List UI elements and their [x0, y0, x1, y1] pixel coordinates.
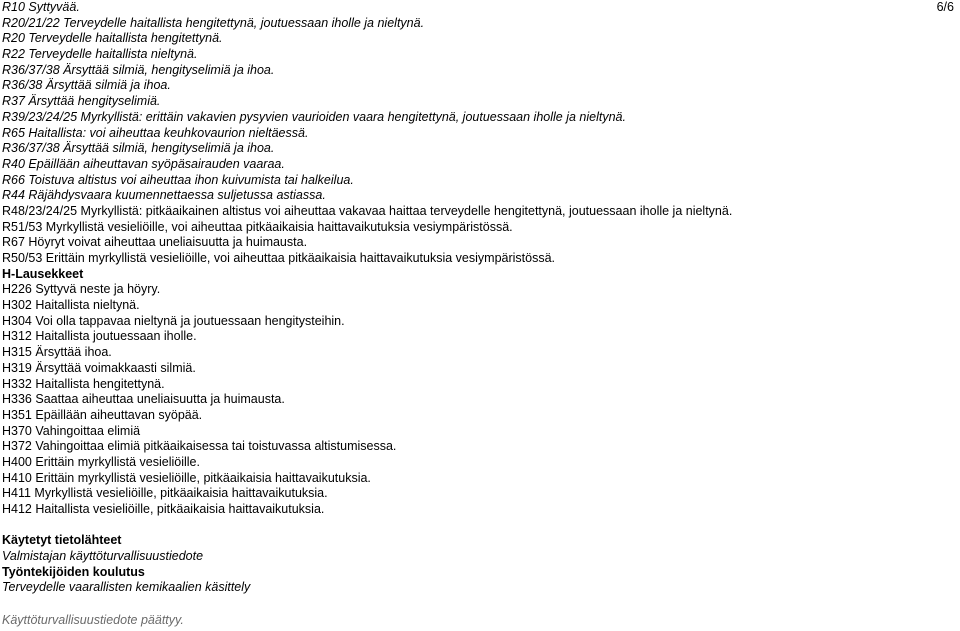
- training-text: Terveydelle vaarallisten kemikaalien käsittely: [2, 580, 251, 595]
- h-phrase: H351 Epäillään aiheuttavan syöpää.: [2, 407, 203, 422]
- h-phrase-list: [2, 282, 942, 517]
- training-heading: Työntekijöiden koulutus: [2, 564, 145, 579]
- h-phrase: H400 Erittäin myrkyllistä vesieliöille.: [2, 454, 200, 469]
- h-phrase: H410 Erittäin myrkyllistä vesieliöille, pitkäaikaisia haittavaikutuksia.: [2, 470, 371, 485]
- h-phrase: H332 Haitallista hengitettynä.: [2, 376, 165, 391]
- document-end-note: Käyttöturvallisuustiedote päättyy.: [2, 613, 184, 627]
- r-phrase: R67 Höyryt voivat aiheuttaa uneliaisuutta ja huimausta.: [2, 235, 308, 250]
- r-phrase: R36/37/38 Ärsyttää silmiä, hengityselimiä ja ihoa.: [2, 62, 275, 77]
- section-spacer: [2, 518, 942, 534]
- r-phrase: R44 Räjähdysvaara kuumennettaessa suljetussa astiassa.: [2, 188, 326, 203]
- h-phrases-heading: H-Lausekkeet: [2, 266, 84, 281]
- r-phrase: R20 Terveydelle haitallista hengitettynä.: [2, 31, 223, 46]
- r-phrase: R37 Ärsyttää hengityselimiä.: [2, 94, 161, 109]
- h-phrase: H226 Syttyvä neste ja höyry.: [2, 282, 161, 297]
- r-phrase: R65 Haitallista: voi aiheuttaa keuhkovaurion nieltäessä.: [2, 125, 309, 140]
- r-phrase: R50/53 Erittäin myrkyllistä vesieliöille, voi aiheuttaa pitkäaikaisia haittavaikutuksia vesiympäristössä.: [2, 251, 556, 265]
- h-phrase: H302 Haitallista nieltynä.: [2, 298, 140, 313]
- h-phrase: H412 Haitallista vesieliöille, pitkäaikaisia haittavaikutuksia.: [2, 502, 325, 516]
- r-phrase: R39/23/24/25 Myrkyllistä: erittäin vakavien pysyvien vaurioiden vaara hengitettynä, joutuessaan iholle ja nieltynä.: [2, 109, 626, 124]
- r-phrase: R51/53 Myrkyllistä vesieliöille, voi aiheuttaa pitkäaikaisia haittavaikutuksia vesiympäristössä.: [2, 219, 513, 234]
- r-phrase: R20/21/22 Terveydelle haitallista hengitettynä, joutuessaan iholle ja nieltynä.: [2, 15, 425, 30]
- r-phrase: R10 Syttyvää.: [2, 0, 80, 14]
- h-phrase: H304 Voi olla tappavaa nieltynä ja joutuessaan hengitysteihin.: [2, 313, 345, 328]
- h-phrase: H315 Ärsyttää ihoa.: [2, 345, 112, 360]
- h-phrase: H370 Vahingoittaa elimiä: [2, 423, 141, 438]
- r-phrase: R48/23/24/25 Myrkyllistä: pitkäaikainen altistus voi aiheuttaa vakavaa haittaa terveydelle hengitettynä, joutuessaan iholle ja nieltynä.: [2, 203, 733, 218]
- r-phrase: R22 Terveydelle haitallista nieltynä.: [2, 47, 198, 62]
- document-body: [2, 0, 942, 596]
- r-phrase: R36/38 Ärsyttää silmiä ja ihoa.: [2, 78, 171, 93]
- r-phrase: R66 Toistuva altistus voi aiheuttaa ihon kuivumista tai halkeilua.: [2, 172, 354, 187]
- page-number: 6/6: [936, 0, 954, 14]
- r-phrase-list: [2, 0, 942, 267]
- h-phrase: H411 Myrkyllistä vesieliöille, pitkäaikaisia haittavaikutuksia.: [2, 486, 328, 501]
- h-phrase: H312 Haitallista joutuessaan iholle.: [2, 329, 197, 344]
- h-phrase: H319 Ärsyttää voimakkaasti silmiä.: [2, 360, 196, 375]
- r-phrase: R36/37/38 Ärsyttää silmiä, hengityselimiä ja ihoa.: [2, 141, 275, 156]
- sources-text: Valmistajan käyttöturvallisuustiedote: [2, 549, 204, 564]
- r-phrase: R40 Epäillään aiheuttavan syöpäsairauden vaaraa.: [2, 156, 285, 171]
- h-phrase: H372 Vahingoittaa elimiä pitkäaikaisessa tai toistuvassa altistumisessa.: [2, 439, 397, 454]
- h-phrase: H336 Saattaa aiheuttaa uneliaisuutta ja huimausta.: [2, 392, 285, 407]
- sources-heading: Käytetyt tietolähteet: [2, 533, 122, 548]
